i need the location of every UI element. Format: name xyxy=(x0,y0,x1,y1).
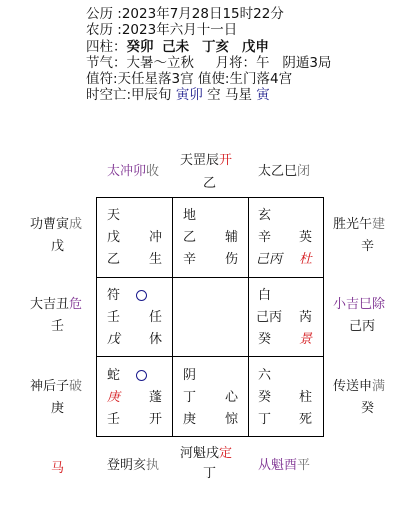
outer-left-1: 功曹寅成 xyxy=(30,217,83,232)
outer-left-3: 神后子破 xyxy=(30,379,83,394)
maxing-value: 寅 xyxy=(256,87,270,103)
palace-star: 任 xyxy=(149,310,163,325)
palace-star: 心 xyxy=(225,390,239,405)
grid-line-h1 xyxy=(96,277,324,278)
palace-door: 惊 xyxy=(225,412,239,427)
outer-bottom-mid-stem: 丁 xyxy=(203,466,217,481)
grid-line-h2 xyxy=(96,356,324,357)
palace-earth-stem: 辛 xyxy=(183,252,197,267)
palace-sky-stem: 己丙 xyxy=(256,310,283,325)
palace-sky-stem: 庚 xyxy=(107,390,121,405)
outer-right-2-stem: 己丙 xyxy=(349,319,376,334)
grid-line-v1 xyxy=(172,197,173,437)
kongwang-branches: 寅卯 xyxy=(175,87,203,103)
palace-earth-stem: 癸 xyxy=(258,332,272,347)
palace-star: 蓬 xyxy=(149,390,163,405)
palace-earth-stem: 庚 xyxy=(183,412,197,427)
sizhu-day: 丁亥 xyxy=(201,39,229,55)
outer-right-1-stem: 辛 xyxy=(361,239,375,254)
palace-door: 伤 xyxy=(225,252,239,267)
palace-earth-stem: 戊 xyxy=(107,332,121,347)
grid-line-h0 xyxy=(96,197,324,198)
palace-god: 蛇 xyxy=(107,368,121,383)
gongli-value: 2023年7月28日15时22分 xyxy=(121,6,284,22)
outer-left-2: 大吉丑危 xyxy=(30,297,83,312)
nongli-prefix: 农历 : xyxy=(86,22,122,38)
palace-star: 辅 xyxy=(225,230,239,245)
palace-door: 生 xyxy=(149,252,163,267)
zhifu-line: 值符:天任星落3宫 值使:生门落4宫 xyxy=(86,71,293,87)
bottom-left-mark: 马 xyxy=(51,461,65,476)
grid-line-v0 xyxy=(96,197,97,437)
jieqi-line xyxy=(86,56,331,71)
nongli-value: 2023年六月十一日 xyxy=(121,22,238,38)
kongwang-mid: 空 马星 xyxy=(207,87,252,103)
sizhu-hour: 戊申 xyxy=(241,39,269,55)
kongwang-line xyxy=(86,88,270,103)
sizhu-year: 癸卯 xyxy=(126,39,154,55)
jieqi-value: 大暑～立秋 xyxy=(126,55,194,71)
sizhu-month: 己未 xyxy=(162,39,190,55)
outer-left-3-stem: 庚 xyxy=(51,401,65,416)
palace-earth-stem: 丁 xyxy=(258,412,272,427)
outer-bottom-right: 从魁酉平 xyxy=(258,458,311,473)
palace-sky-stem: 壬 xyxy=(107,310,121,325)
horse-circle-icon xyxy=(136,370,147,381)
palace-god: 符 xyxy=(107,288,121,303)
palace-god: 六 xyxy=(258,368,272,383)
palace-star: 冲 xyxy=(149,230,163,245)
palace-sky-stem: 戊 xyxy=(107,230,121,245)
palace-earth-stem: 己丙 xyxy=(256,252,283,267)
outer-left-1-stem: 戊 xyxy=(51,239,65,254)
palace-door: 死 xyxy=(299,412,313,427)
palace-earth-stem: 壬 xyxy=(107,412,121,427)
palace-star: 英 xyxy=(299,230,313,245)
palace-god: 地 xyxy=(183,208,197,223)
palace-door: 休 xyxy=(149,332,163,347)
palace-god: 阴 xyxy=(183,368,197,383)
outer-top-left: 太冲卯收 xyxy=(107,164,160,179)
palace-door: 景 xyxy=(299,332,313,347)
outer-right-1: 胜光午建 xyxy=(333,217,386,232)
sizhu-line xyxy=(86,40,269,55)
outer-right-3: 传送申满 xyxy=(333,379,386,394)
grid-line-v2 xyxy=(248,197,249,437)
horse-circle-icon xyxy=(136,290,147,301)
yuejiang-label: 月将： xyxy=(215,55,256,71)
outer-top-right: 太乙巳闭 xyxy=(258,164,311,179)
outer-right-3-stem: 癸 xyxy=(361,401,375,416)
jieqi-label: 节气： xyxy=(86,55,127,71)
outer-right-2: 小吉巳除 xyxy=(333,297,386,312)
gongli-line xyxy=(86,7,284,22)
outer-bottom-mid: 河魁戌定 xyxy=(180,446,233,461)
palace-god: 白 xyxy=(258,288,272,303)
palace-sky-stem: 癸 xyxy=(258,390,272,405)
palace-sky-stem: 辛 xyxy=(258,230,272,245)
palace-god: 天 xyxy=(107,208,121,223)
outer-top-mid-stem: 乙 xyxy=(203,176,217,191)
kongwang-prefix: 时空亡:甲辰旬 xyxy=(86,87,172,103)
sizhu-label: 四柱： xyxy=(86,39,127,55)
palace-star: 柱 xyxy=(299,390,313,405)
outer-top-mid: 天罡辰开 xyxy=(180,153,233,168)
yuejiang-value: 午 xyxy=(255,55,270,71)
palace-sky-stem: 乙 xyxy=(183,230,197,245)
palace-door: 杜 xyxy=(299,252,313,267)
gongli-prefix: 公历 : xyxy=(86,6,122,22)
palace-god: 玄 xyxy=(258,208,272,223)
palace-earth-stem: 乙 xyxy=(107,252,121,267)
palace-door: 开 xyxy=(149,412,163,427)
outer-left-2-stem: 壬 xyxy=(51,319,65,334)
outer-bottom-left: 登明亥执 xyxy=(107,458,160,473)
palace-sky-stem: 丁 xyxy=(183,390,197,405)
ju-value: 阴遁3局 xyxy=(282,55,332,71)
palace-star: 芮 xyxy=(299,310,313,325)
nongli-line xyxy=(86,23,237,38)
grid-line-h3 xyxy=(96,436,324,437)
grid-line-v3 xyxy=(323,197,324,437)
